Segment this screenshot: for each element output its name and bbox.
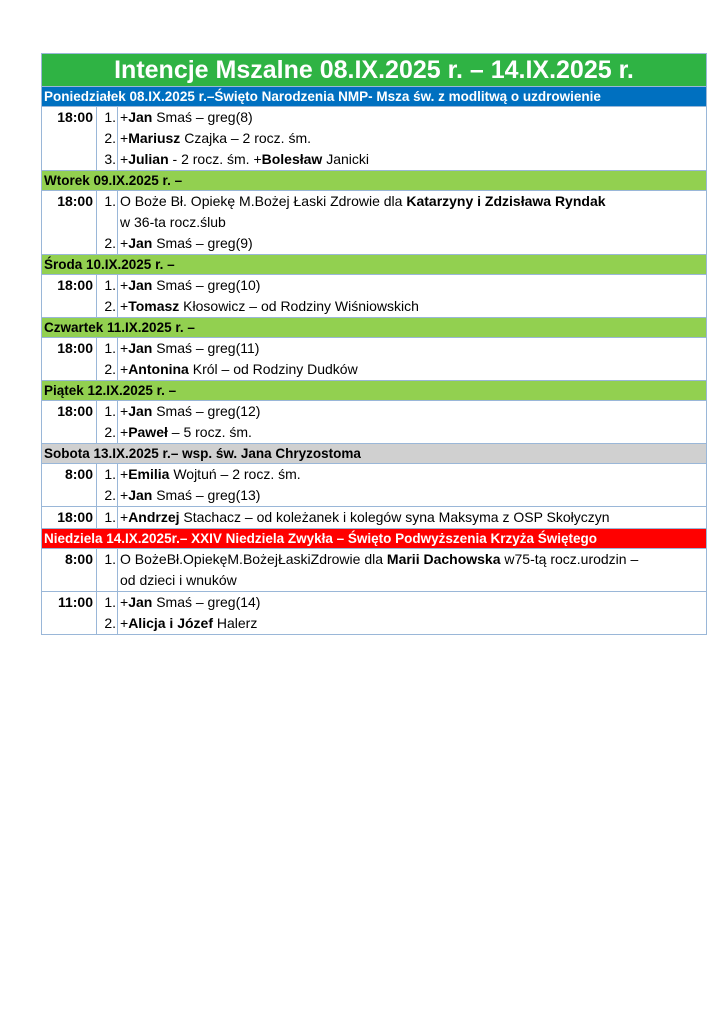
intention-numbers: [97, 275, 118, 317]
intention-name: Jan: [128, 235, 153, 251]
intention-number: 1.: [104, 594, 116, 610]
intention-text: Janicki: [322, 151, 370, 167]
intention-name: Bolesław: [261, 151, 323, 167]
mass-block: [41, 275, 707, 318]
intention-number: 1.: [104, 466, 116, 482]
intention-numbers: [97, 464, 118, 506]
intention-number: 1.: [104, 340, 116, 356]
intention-text: Wojtuń – 2 rocz. śm.: [169, 466, 301, 482]
intention-text: - 2 rocz. śm. +: [168, 151, 262, 167]
intention-line: [118, 401, 706, 422]
intention-numbers: [97, 191, 118, 254]
intention-text: Czajka – 2 rocz. śm.: [180, 130, 312, 146]
intention-text: Stachacz – od koleżanek i kolegów syna Maksyma z OSP Skołyczyn: [179, 509, 610, 525]
intention-numbers: [97, 592, 118, 634]
intention-line: [118, 149, 706, 170]
intention-name: Jan: [128, 109, 153, 125]
mass-time: 18:00: [42, 338, 97, 380]
intention-numbers: [97, 107, 118, 170]
mass-block: [41, 401, 707, 444]
intention-texts: [118, 401, 706, 443]
intentions-table: [41, 53, 707, 635]
day-header: Sobota 13.IX.2025 r.– wsp. św. Jana Chryzostoma: [41, 444, 707, 464]
intention-text: Smaś – greg(8): [152, 109, 253, 125]
intention-text: +: [120, 424, 129, 440]
intention-line: [118, 359, 706, 380]
day-header: Wtorek 09.IX.2025 r. –: [41, 171, 707, 191]
intention-number: 2.: [104, 615, 116, 631]
intention-line: [118, 485, 706, 506]
intention-line: [118, 233, 706, 254]
intention-name: Jan: [128, 487, 153, 503]
intention-text: +: [120, 615, 129, 631]
mass-block: [41, 464, 707, 507]
intention-text: Król – od Rodziny Dudków: [188, 361, 358, 377]
mass-block: [41, 338, 707, 381]
mass-block: [41, 507, 707, 529]
intention-text: +: [120, 487, 129, 503]
page-title: Intencje Mszalne 08.IX.2025 r. – 14.IX.2025 r.: [41, 53, 707, 87]
intention-text: +: [120, 509, 129, 525]
intention-text: Kłosowicz – od Rodziny Wiśniowskich: [179, 298, 419, 314]
mass-block: [41, 549, 707, 592]
days-list: [41, 87, 707, 635]
mass-time: 8:00: [42, 549, 97, 591]
intention-texts: [118, 275, 706, 317]
intention-text: Smaś – greg(9): [152, 235, 253, 251]
intention-texts: [118, 464, 706, 506]
intention-name: Marii Dachowska: [386, 551, 501, 567]
mass-time: 18:00: [42, 401, 97, 443]
intention-text: +: [120, 235, 129, 251]
intention-texts: [118, 592, 706, 634]
intention-text: +: [120, 130, 129, 146]
intention-number: 1.: [104, 403, 116, 419]
intention-name: Tomasz: [128, 298, 180, 314]
intention-number: 2.: [104, 298, 116, 314]
mass-time: 18:00: [42, 107, 97, 170]
intention-text: Smaś – greg(14): [152, 594, 261, 610]
intention-text: +: [120, 466, 129, 482]
intention-text: O BożeBł.OpiekęM.BożejŁaskiZdrowie dla: [120, 551, 387, 567]
intention-line: [118, 107, 706, 128]
intention-name: Emilia: [128, 466, 170, 482]
intention-numbers: [97, 507, 118, 528]
intention-text: – 5 rocz. śm.: [167, 424, 252, 440]
intention-number: 1.: [104, 509, 116, 525]
intention-text: +: [120, 594, 129, 610]
intention-text: w75-tą rocz.urodzin –: [500, 551, 639, 567]
day-header: Niedziela 14.IX.2025r.– XXIV Niedziela Zwykła – Święto Podwyższenia Krzyża Świętego: [41, 529, 707, 549]
intention-text: od dzieci i wnuków: [120, 572, 237, 588]
intention-name: Jan: [128, 277, 153, 293]
intention-line: [118, 128, 706, 149]
intention-line: [118, 592, 706, 613]
intention-text: +: [120, 109, 129, 125]
intention-number: 2.: [104, 235, 116, 251]
intention-text: +: [120, 277, 129, 293]
intention-number: [97, 570, 117, 591]
intention-line: [118, 191, 706, 212]
day-header: Piątek 12.IX.2025 r. –: [41, 381, 707, 401]
intention-text: Halerz: [213, 615, 258, 631]
intention-text: +: [120, 340, 129, 356]
intention-number: 1.: [104, 551, 116, 567]
intention-line: [118, 464, 706, 485]
intention-text: w 36-ta rocz.ślub: [120, 214, 226, 230]
intention-numbers: [97, 401, 118, 443]
intention-text: +: [120, 361, 129, 377]
intention-line: [118, 212, 706, 233]
intention-numbers: [97, 338, 118, 380]
mass-time: 11:00: [42, 592, 97, 634]
intention-texts: [118, 507, 706, 528]
intention-line: [118, 613, 706, 634]
mass-time: 18:00: [42, 507, 97, 528]
intention-numbers: [97, 549, 118, 591]
intention-text: Smaś – greg(12): [152, 403, 261, 419]
mass-time: 18:00: [42, 191, 97, 254]
intention-text: O Boże Bł. Opiekę M.Bożej Łaski Zdrowie dla: [120, 193, 407, 209]
intention-number: [97, 212, 117, 233]
intention-text: Smaś – greg(10): [152, 277, 261, 293]
day-header: Środa 10.IX.2025 r. –: [41, 255, 707, 275]
intention-number: 2.: [104, 361, 116, 377]
intention-line: [118, 296, 706, 317]
intention-number: 2.: [104, 487, 116, 503]
intention-name: Jan: [128, 403, 153, 419]
intention-name: Paweł: [128, 424, 168, 440]
mass-time: 18:00: [42, 275, 97, 317]
intention-line: [118, 338, 706, 359]
mass-block: [41, 107, 707, 171]
intention-line: [118, 275, 706, 296]
intention-name: Julian: [128, 151, 169, 167]
mass-block: [41, 592, 707, 635]
intention-text: +: [120, 403, 129, 419]
intention-text: +: [120, 151, 129, 167]
intention-number: 2.: [104, 130, 116, 146]
intention-name: Jan: [128, 594, 153, 610]
intention-texts: [118, 191, 706, 254]
intention-number: 1.: [104, 109, 116, 125]
day-header: Poniedziałek 08.IX.2025 r.–Święto Narodzenia NMP- Msza św. z modlitwą o uzdrowienie: [41, 87, 707, 107]
intention-number: 3.: [104, 151, 116, 167]
intention-texts: [118, 549, 706, 591]
intention-name: Antonina: [128, 361, 189, 377]
mass-time: 8:00: [42, 464, 97, 506]
intention-texts: [118, 338, 706, 380]
intention-number: 1.: [104, 193, 116, 209]
intention-text: +: [120, 298, 129, 314]
intention-name: Andrzej: [128, 509, 180, 525]
intention-line: [118, 570, 706, 591]
day-header: Czwartek 11.IX.2025 r. –: [41, 318, 707, 338]
mass-block: [41, 191, 707, 255]
intention-name: Katarzyny i Zdzisława Ryndak: [406, 193, 606, 209]
intention-number: 1.: [104, 277, 116, 293]
intention-name: Mariusz: [128, 130, 181, 146]
intention-name: Alicja i Józef: [128, 615, 213, 631]
intention-line: [118, 507, 706, 528]
intention-line: [118, 549, 706, 570]
intention-name: Jan: [128, 340, 153, 356]
intention-texts: [118, 107, 706, 170]
intention-number: 2.: [104, 424, 116, 440]
intention-line: [118, 422, 706, 443]
intention-text: Smaś – greg(11): [152, 340, 260, 356]
intention-text: Smaś – greg(13): [152, 487, 261, 503]
